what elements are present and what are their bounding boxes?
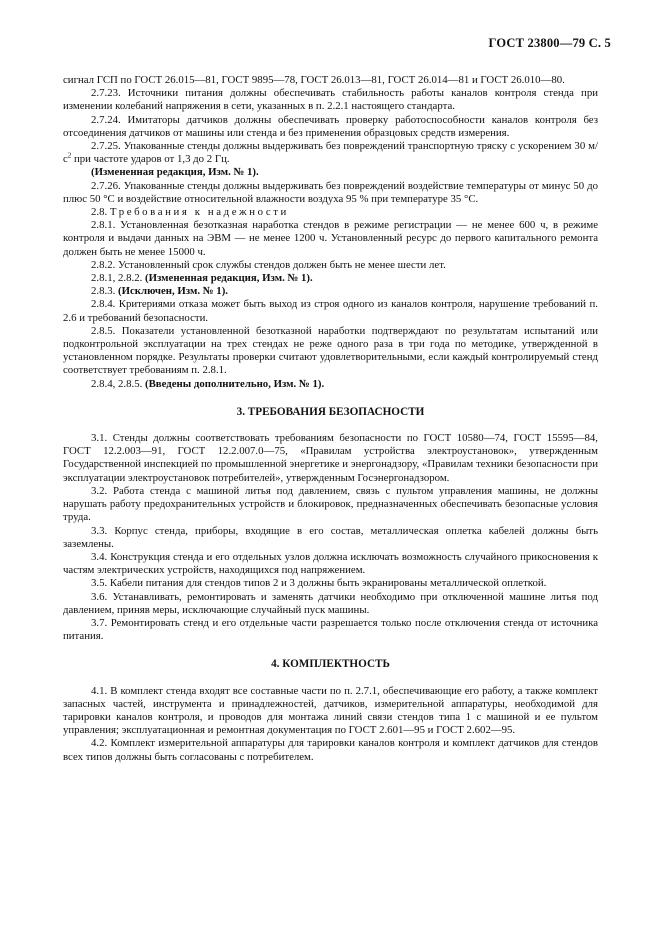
clause-2-8-3 <box>63 285 598 298</box>
clause-number: 2.8.1, 2.8.2. <box>91 272 143 285</box>
clause-2-8-1: 2.8.1. Установленная безотказная наработка стендов в режиме регистрации — не менее 600 ч, в режиме контроля и выдачи данных на ЭВМ — не менее 1200 ч. Установленный ресурс до первого капитального ремонта должен быть не менее 15000 ч. <box>63 219 598 258</box>
section-3-title: 3. ТРЕБОВАНИЯ БЕЗОПАСНОСТИ <box>236 405 425 418</box>
clause-3-7: 3.7. Ремонтировать стенд и его отдельные части разрешается только после отключения стенда от источника питания. <box>63 616 598 643</box>
clause-2-7-26: 2.7.26. Упакованные стенды должны выдерживать без повреждений воздействие температуры от минус 50 до плюс 50 °С и воздействие относительной влажности воздуха 95 % при температуре 35 °С. <box>63 179 598 205</box>
clause-4-1: 4.1. В комплект стенда входят все составные части по п. 2.7.1, обеспечивающие его работу, а также комплект запасных частей, инструмента и принадлежностей, датчиков, измерительной аппаратуры, необходимой для тарировки каналов контроля, и проводов для монтажа линий связи стендов типа 1 с машиной и ее пультом управления; эксплуатационная и ремонтная документация по ГОСТ 2.601—95 и ГОСТ 2.602—95. <box>63 684 598 737</box>
excluded-note: (Исключен, Изм. № 1). <box>118 285 228 298</box>
clause-2-8-1-2-amendment <box>63 272 598 285</box>
clause-4-2: 4.2. Комплект измерительной аппаратуры для тарировки каналов контроля и комплект датчиков для стендов всех типов должны быть согласованы с потребителем. <box>63 737 598 763</box>
amendment-note: (Измененная редакция, Изм. № 1). <box>145 272 313 285</box>
clause-2-7-25-text: 2.7.25. Упакованные стенды должны выдерживать без повреждений транспортную тряску с ускорением 30 м/с <box>63 140 598 166</box>
clause-2-8-2: 2.8.2. Установленный срок службы стендов должен быть не менее шести лет. <box>91 258 446 271</box>
addition-note: (Введены дополнительно, Изм. № 1). <box>145 377 325 390</box>
paragraph-continuation: сигнал ГСП по ГОСТ 26.015—81, ГОСТ 9895—78, ГОСТ 26.013—81, ГОСТ 26.014—81 и ГОСТ 26.010—80. <box>63 74 565 86</box>
clause-2-7-23: 2.7.23. Источники питания должны обеспечивать стабильность работы каналов контроля стенда при изменении колебаний напряжения в сети, указанных в п. 2.2.1 настоящего стандарта. <box>63 87 598 113</box>
clause-2-8-title: Требования к надежности <box>109 206 289 219</box>
clause-3-1: 3.1. Стенды должны соответствовать требованиям безопасности по ГОСТ 10580—74, ГОСТ 15595—84, ГОСТ 12.2.003—91, ГОСТ 12.2.007.0—75, «Правилам устройства электроустановок», утвержденным Государственной инспекцией по промышленной энергетике и энергонадзору, «Правилам техники безопасности при эксплуатации электроустановок потребителей», утвержденным Госэнергонадзором. <box>63 432 598 484</box>
running-head: ГОСТ 23800—79 С. 5 <box>488 36 611 50</box>
clause-2-8-5: 2.8.5. Показатели установленной безотказной наработки подтверждают по результатам испытаний или подконтрольной эксплуатации на трех стендах не реже одного раза в три года по методике, утвержденной в установленном порядке. Результаты проверки считают удовлетворительными, если каждый контролируемый стенд соответствует требованиям п. 2.8.1. <box>63 324 598 377</box>
clause-3-2: 3.2. Работа стенда с машиной литья под давлением, связь с пультом управления машины, не должны нарушать работу предохранительных устройств и блокировок, предназначенных обеспечивать безопасные условия труда. <box>63 484 598 524</box>
clause-3-3: 3.3. Корпус стенда, приборы, входящие в его состав, металлическая оплетка кабелей должны быть заземлены. <box>63 524 598 550</box>
amendment-note: (Измененная редакция, Изм. № 1). <box>91 166 259 179</box>
superscript-2: 2 <box>67 151 72 160</box>
clause-number: 2.8.3. <box>91 285 116 298</box>
clause-3-6: 3.6. Устанавливать, ремонтировать и заменять датчики необходимо при отключенной машине литья под давлением, приняв меры, исключающие случайный пуск машины. <box>63 590 598 616</box>
document-body <box>63 74 598 764</box>
clause-3-5: 3.5. Кабели питания для стендов типов 2 и 3 должны быть экранированы металлической оплеткой. <box>91 577 547 590</box>
clause-2-8-4-5-amendment <box>63 378 598 391</box>
clause-3-4: 3.4. Конструкция стенда и его отдельных узлов должна исключать возможность случайного прикосновения к частям электрических устройств, находящихся под напряжением. <box>63 550 598 577</box>
clause-2-8-4: 2.8.4. Критериями отказа может быть выход из строя одного из каналов контроля, нарушение требований п. 2.6 и требований безопасности. <box>63 298 598 324</box>
clause-number: 2.8.4, 2.8.5. <box>91 377 143 390</box>
clause-2-7-24: 2.7.24. Имитаторы датчиков должны обеспечивать проверку работоспособности каналов контроля без отсоединения датчиков от машины или стенда и без применения образцовых средств измерения. <box>63 113 598 139</box>
section-4-title: 4. КОМПЛЕКТНОСТЬ <box>271 658 390 671</box>
clause-2-7-25-tail: при частоте ударов от 1,3 до 2 Гц. <box>71 153 230 166</box>
clause-2-8-number: 2.8. <box>91 206 108 219</box>
clause-2-8-heading <box>63 206 598 219</box>
clause-2-7-25 <box>63 140 598 166</box>
